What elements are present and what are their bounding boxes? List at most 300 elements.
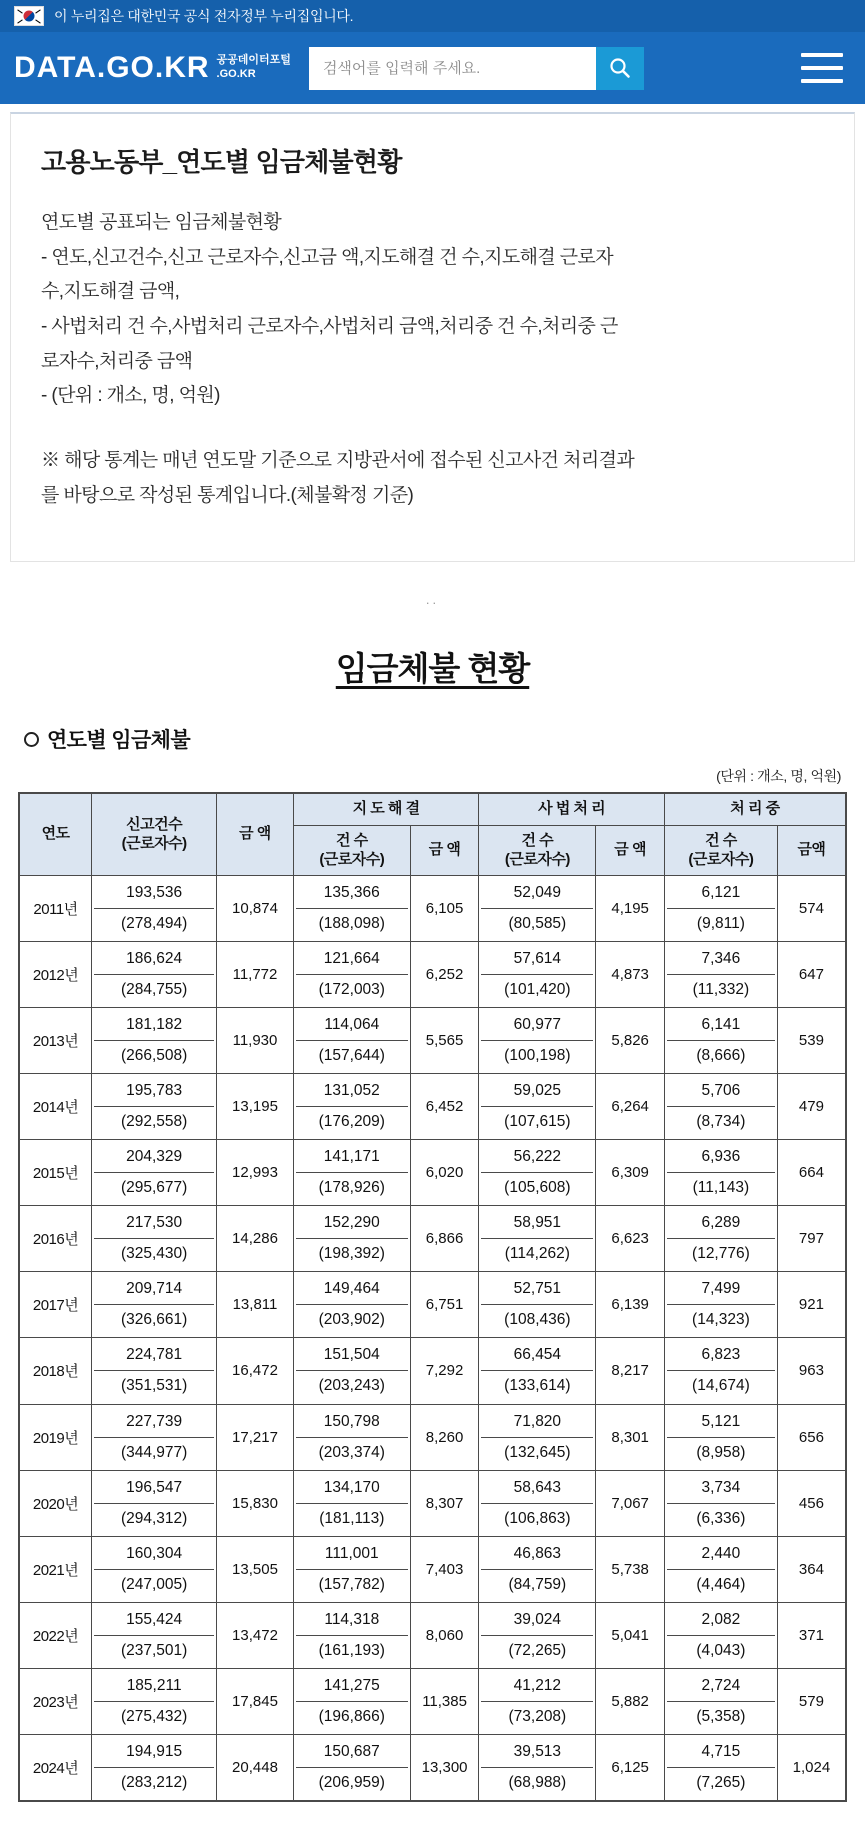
cell-reported-workers: (278,494)	[94, 908, 214, 939]
cell-judicial	[479, 876, 596, 942]
cell-guidance-amount: 6,252	[410, 942, 479, 1008]
cell-judicial-workers: (80,585)	[481, 908, 593, 939]
cell-processing-cases: 6,141	[701, 1016, 741, 1034]
cell-year: 2012년	[19, 942, 92, 1008]
th-reported	[92, 793, 217, 876]
cell-guidance-cases: 141,171	[323, 1148, 380, 1166]
description-line: - (단위 : 개소, 명, 억원)	[41, 385, 220, 407]
cell-processing-amount: 479	[777, 1074, 846, 1140]
cell-guidance-cases: 135,366	[323, 884, 380, 902]
cell-processing-cases: 6,936	[701, 1148, 741, 1166]
cell-processing	[664, 1338, 777, 1404]
cell-guidance-workers: (157,782)	[296, 1569, 408, 1600]
cell-judicial-cases: 41,212	[513, 1676, 562, 1694]
cell-guidance-amount: 6,751	[410, 1272, 479, 1338]
cell-judicial-workers: (133,614)	[481, 1370, 593, 1401]
cell-guidance-cases: 150,687	[323, 1742, 380, 1760]
th-cases-sub: (근로자수)	[688, 850, 754, 868]
cell-guidance-amount: 6,105	[410, 876, 479, 942]
cell-guidance-amount: 8,260	[410, 1404, 479, 1470]
logo-subtext-line1: 공공데이터포털	[216, 54, 291, 67]
cell-reported-workers: (275,432)	[94, 1701, 214, 1732]
cell-judicial-amount: 8,217	[596, 1338, 665, 1404]
table-row	[19, 1602, 846, 1668]
cell-processing	[664, 1536, 777, 1602]
cell-judicial-workers: (68,988)	[481, 1767, 593, 1798]
cell-reported-cases: 193,536	[126, 884, 183, 902]
search-button[interactable]	[596, 47, 644, 90]
cell-processing-cases: 6,289	[701, 1214, 741, 1232]
table-header-row-1	[19, 793, 846, 825]
cell-reported	[92, 1668, 217, 1734]
th-cases-main: 건 수	[335, 831, 368, 849]
cell-year: 2015년	[19, 1140, 92, 1206]
cell-guidance-amount: 5,565	[410, 1008, 479, 1074]
cell-processing-workers: (14,323)	[667, 1304, 775, 1335]
cell-guidance-cases: 114,064	[324, 1016, 380, 1034]
cell-year: 2017년	[19, 1272, 92, 1338]
th-guidance-amount: 금 액	[410, 825, 479, 876]
cell-guidance-amount: 8,060	[410, 1602, 479, 1668]
cell-judicial	[479, 1272, 596, 1338]
description-line: - 연도,신고건수,신고 근로자수,신고금 액,지도해결 건 수,지도해결 근로자	[41, 246, 614, 268]
cell-judicial-cases: 58,951	[513, 1214, 562, 1232]
cell-processing-cases: 5,121	[701, 1412, 741, 1430]
cell-judicial	[479, 1536, 596, 1602]
table-row	[19, 1536, 846, 1602]
cell-reported-amount: 17,845	[217, 1668, 294, 1734]
cell-processing	[664, 1668, 777, 1734]
cell-judicial-amount: 6,125	[596, 1734, 665, 1801]
th-cases-main: 건 수	[705, 831, 737, 849]
cell-judicial	[479, 942, 596, 1008]
cell-processing	[664, 1470, 777, 1536]
cell-processing-workers: (8,734)	[667, 1106, 775, 1137]
cell-reported-amount: 13,811	[217, 1272, 294, 1338]
cell-processing	[664, 1272, 777, 1338]
cell-processing-cases: 4,715	[701, 1742, 741, 1760]
cell-judicial-amount: 6,139	[596, 1272, 665, 1338]
cell-reported-amount: 16,472	[217, 1338, 294, 1404]
cell-guidance-workers: (172,003)	[296, 974, 408, 1005]
cell-guidance-amount: 6,452	[410, 1074, 479, 1140]
section-divider: ..	[425, 592, 440, 607]
search-bar[interactable]	[309, 47, 644, 90]
logo-text: DATA.GO.KR	[14, 51, 210, 84]
dataset-description-body	[41, 207, 824, 512]
cell-judicial-workers: (114,262)	[481, 1238, 593, 1269]
cell-processing-cases: 6,121	[701, 884, 741, 902]
logo-subtext	[217, 54, 291, 82]
cell-judicial-workers: (101,420)	[481, 974, 593, 1005]
cell-guidance	[293, 1668, 410, 1734]
cell-reported	[92, 1074, 217, 1140]
table-row	[19, 1272, 846, 1338]
cell-processing-amount: 963	[777, 1338, 846, 1404]
cell-judicial-amount: 6,309	[596, 1140, 665, 1206]
cell-processing-workers: (4,043)	[667, 1635, 775, 1666]
cell-judicial	[479, 1140, 596, 1206]
cell-judicial-cases: 46,863	[513, 1544, 562, 1562]
cell-judicial-cases: 60,977	[513, 1016, 562, 1034]
cell-guidance	[293, 1206, 410, 1272]
cell-processing-amount: 364	[777, 1536, 846, 1602]
cell-guidance	[293, 1734, 410, 1801]
cell-guidance	[293, 1008, 410, 1074]
cell-guidance-workers: (203,374)	[296, 1437, 408, 1468]
table-row	[19, 1404, 846, 1470]
cell-reported	[92, 1338, 217, 1404]
cell-processing-amount: 921	[777, 1272, 846, 1338]
cell-reported-workers: (326,661)	[94, 1304, 214, 1335]
cell-reported-workers: (247,005)	[94, 1569, 214, 1600]
cell-processing-workers: (7,265)	[667, 1767, 775, 1798]
logo-text-suffix: .GO.KR	[96, 51, 210, 84]
cell-judicial-amount: 4,195	[596, 876, 665, 942]
cell-reported-amount: 13,472	[217, 1602, 294, 1668]
cell-reported-cases: 155,424	[126, 1610, 183, 1628]
cell-reported	[92, 1470, 217, 1536]
cell-year: 2020년	[19, 1470, 92, 1536]
cell-reported-workers: (351,531)	[94, 1370, 214, 1401]
circle-bullet-icon	[24, 732, 39, 747]
th-guidance-cases	[293, 825, 410, 876]
cell-reported-cases: 195,783	[126, 1082, 183, 1100]
table-row	[19, 1206, 846, 1272]
cell-guidance-cases: 141,275	[323, 1676, 380, 1694]
cell-processing	[664, 1404, 777, 1470]
cell-guidance	[293, 876, 410, 942]
cell-reported	[92, 1206, 217, 1272]
cell-guidance-workers: (178,926)	[296, 1172, 408, 1203]
cell-reported-cases: 227,739	[126, 1412, 183, 1430]
cell-guidance-cases: 131,052	[323, 1082, 380, 1100]
description-note-line: 를 바탕으로 작성된 통계입니다.(체불확정 기준)	[41, 484, 414, 506]
cell-judicial	[479, 1206, 596, 1272]
th-reported-sub: (근로자수)	[121, 834, 187, 852]
cell-processing-workers: (8,666)	[667, 1040, 775, 1071]
cell-reported-amount: 14,286	[217, 1206, 294, 1272]
cell-processing	[664, 1602, 777, 1668]
cell-judicial-cases: 66,454	[513, 1346, 562, 1364]
cell-reported-amount: 13,505	[217, 1536, 294, 1602]
th-group-processing: 처 리 중	[664, 793, 846, 825]
table-row	[19, 1008, 846, 1074]
table-row	[19, 942, 846, 1008]
cell-guidance-cases: 114,318	[324, 1610, 380, 1628]
th-cases-sub: (근로자수)	[319, 850, 385, 868]
description-line: 연도별 공표되는 임금체불현황	[41, 212, 282, 233]
cell-processing-cases: 2,440	[701, 1544, 741, 1562]
cell-guidance-workers: (196,866)	[296, 1701, 408, 1732]
cell-reported-cases: 181,182	[126, 1016, 183, 1034]
cell-judicial-cases: 57,614	[513, 950, 562, 968]
cell-reported	[92, 1272, 217, 1338]
cell-year: 2018년	[19, 1338, 92, 1404]
cell-reported-cases: 224,781	[126, 1346, 183, 1364]
cell-year: 2019년	[19, 1404, 92, 1470]
th-cases-sub: (근로자수)	[504, 850, 570, 868]
cell-processing-amount: 1,024	[777, 1734, 846, 1801]
cell-reported	[92, 1602, 217, 1668]
cell-guidance	[293, 942, 410, 1008]
cell-processing-workers: (11,143)	[667, 1172, 775, 1203]
cell-guidance-workers: (203,902)	[296, 1304, 408, 1335]
cell-processing	[664, 1734, 777, 1801]
cell-judicial-amount: 5,041	[596, 1602, 665, 1668]
cell-reported-amount: 12,993	[217, 1140, 294, 1206]
cell-processing-workers: (6,336)	[667, 1503, 775, 1534]
cell-guidance-amount: 13,300	[410, 1734, 479, 1801]
cell-guidance-amount: 6,020	[410, 1140, 479, 1206]
cell-judicial-cases: 52,049	[513, 884, 562, 902]
table-row	[19, 1470, 846, 1536]
cell-processing-cases: 2,724	[701, 1676, 741, 1694]
cell-judicial-amount: 5,826	[596, 1008, 665, 1074]
cell-reported	[92, 1140, 217, 1206]
wage-arrears-table	[18, 792, 847, 1802]
th-processing-cases	[664, 825, 777, 876]
hamburger-menu-icon[interactable]	[801, 53, 843, 83]
cell-year: 2011년	[19, 876, 92, 942]
cell-judicial-amount: 8,301	[596, 1404, 665, 1470]
cell-processing-amount: 539	[777, 1008, 846, 1074]
cell-judicial-cases: 56,222	[513, 1148, 562, 1166]
cell-guidance-amount: 11,385	[410, 1668, 479, 1734]
th-reported-main: 신고건수	[126, 815, 183, 833]
page-title: 고용노동부_연도별 임금체불현황	[41, 147, 402, 177]
cell-guidance-cases: 134,170	[323, 1478, 380, 1496]
table-row	[19, 1734, 846, 1801]
cell-guidance	[293, 1074, 410, 1140]
cell-guidance-amount: 8,307	[410, 1470, 479, 1536]
cell-processing	[664, 1074, 777, 1140]
site-logo[interactable]	[14, 53, 291, 83]
cell-processing-workers: (5,358)	[667, 1701, 775, 1732]
cell-judicial-workers: (100,198)	[481, 1040, 593, 1071]
cell-processing-workers: (12,776)	[667, 1238, 775, 1269]
cell-judicial-workers: (108,436)	[481, 1304, 593, 1335]
cell-processing-cases: 5,706	[701, 1082, 741, 1100]
table-body	[19, 876, 846, 1801]
site-header	[0, 32, 865, 104]
cell-guidance-cases: 111,001	[324, 1544, 379, 1562]
cell-guidance-cases: 151,504	[323, 1346, 380, 1364]
cell-reported-amount: 11,772	[217, 942, 294, 1008]
cell-judicial-amount: 6,264	[596, 1074, 665, 1140]
cell-processing	[664, 942, 777, 1008]
report-subtitle	[24, 724, 847, 754]
table-row	[19, 876, 846, 942]
cell-processing-cases: 2,082	[701, 1610, 741, 1628]
report-section	[0, 643, 865, 1822]
cell-reported-amount: 11,930	[217, 1008, 294, 1074]
cell-guidance	[293, 1272, 410, 1338]
description-line: 수,지도해결 금액,	[41, 281, 180, 303]
cell-processing	[664, 1206, 777, 1272]
cell-reported-workers: (292,558)	[94, 1106, 214, 1137]
cell-reported-workers: (266,508)	[94, 1040, 214, 1071]
cell-judicial	[479, 1404, 596, 1470]
cell-reported-amount: 17,217	[217, 1404, 294, 1470]
cell-guidance-workers: (176,209)	[296, 1106, 408, 1137]
th-processing-amount: 금액	[777, 825, 846, 876]
cell-processing-amount: 647	[777, 942, 846, 1008]
cell-processing-amount: 656	[777, 1404, 846, 1470]
government-banner	[0, 0, 865, 32]
table-row	[19, 1074, 846, 1140]
cell-processing-workers: (11,332)	[667, 974, 775, 1005]
cell-reported-workers: (295,677)	[94, 1172, 214, 1203]
cell-judicial	[479, 1668, 596, 1734]
cell-processing	[664, 1140, 777, 1206]
cell-judicial-workers: (132,645)	[481, 1437, 593, 1468]
th-group-guidance: 지 도 해 결	[293, 793, 479, 825]
cell-guidance-workers: (181,113)	[296, 1503, 408, 1534]
dataset-description-card	[10, 112, 855, 562]
cell-guidance	[293, 1602, 410, 1668]
cell-processing-amount: 371	[777, 1602, 846, 1668]
cell-guidance-workers: (161,193)	[296, 1635, 408, 1666]
government-banner-text: 이 누리집은 대한민국 공식 전자정부 누리집입니다.	[54, 8, 354, 24]
cell-guidance-cases: 150,798	[323, 1412, 380, 1430]
cell-processing-amount: 574	[777, 876, 846, 942]
cell-guidance	[293, 1404, 410, 1470]
cell-reported-workers: (284,755)	[94, 974, 214, 1005]
cell-judicial	[479, 1074, 596, 1140]
cell-processing-amount: 579	[777, 1668, 846, 1734]
cell-guidance-amount: 6,866	[410, 1206, 479, 1272]
cell-reported-cases: 217,530	[126, 1214, 183, 1232]
cell-judicial-cases: 39,513	[513, 1742, 562, 1760]
cell-processing-workers: (9,811)	[667, 908, 775, 939]
cell-judicial-workers: (105,608)	[481, 1172, 593, 1203]
cell-guidance	[293, 1338, 410, 1404]
cell-judicial	[479, 1338, 596, 1404]
cell-reported-cases: 204,329	[126, 1148, 183, 1166]
description-line: - 사법처리 건 수,사법처리 근로자수,사법처리 금액,처리중 건 수,처리중 근	[41, 316, 618, 338]
unit-note: (단위 : 개소, 명, 억원)	[716, 768, 841, 784]
cell-guidance	[293, 1140, 410, 1206]
table-row	[19, 1338, 846, 1404]
cell-reported	[92, 942, 217, 1008]
korea-flag-icon	[14, 6, 44, 26]
cell-reported	[92, 1734, 217, 1801]
search-input[interactable]	[309, 47, 596, 90]
cell-year: 2014년	[19, 1074, 92, 1140]
th-judicial-cases	[479, 825, 596, 876]
cell-judicial-cases: 39,024	[513, 1610, 562, 1628]
cell-reported-workers: (237,501)	[94, 1635, 214, 1666]
th-judicial-amount: 금 액	[596, 825, 665, 876]
cell-year: 2016년	[19, 1206, 92, 1272]
cell-judicial-workers: (72,265)	[481, 1635, 593, 1666]
cell-processing-cases: 6,823	[701, 1346, 741, 1364]
cell-judicial	[479, 1734, 596, 1801]
cell-reported-amount: 13,195	[217, 1074, 294, 1140]
cell-processing-cases: 7,499	[701, 1280, 741, 1298]
cell-judicial-amount: 6,623	[596, 1206, 665, 1272]
th-reported-amount: 금 액	[217, 793, 294, 876]
cell-processing-amount: 456	[777, 1470, 846, 1536]
cell-reported-workers: (344,977)	[94, 1437, 214, 1468]
cell-reported-amount: 10,874	[217, 876, 294, 942]
cell-reported-cases: 186,624	[126, 950, 183, 968]
cell-judicial-workers: (107,615)	[481, 1106, 593, 1137]
cell-reported-workers: (294,312)	[94, 1503, 214, 1534]
cell-year: 2013년	[19, 1008, 92, 1074]
table-row	[19, 1140, 846, 1206]
cell-guidance-amount: 7,403	[410, 1536, 479, 1602]
cell-guidance-cases: 152,290	[323, 1214, 380, 1232]
cell-judicial-workers: (73,208)	[481, 1701, 593, 1732]
description-note-line: ※ 해당 통계는 매년 연도말 기준으로 지방관서에 접수된 신고사건 처리결과	[41, 450, 635, 472]
cell-processing-cases: 3,734	[701, 1478, 741, 1496]
cell-judicial-cases: 52,751	[513, 1280, 562, 1298]
cell-guidance-amount: 7,292	[410, 1338, 479, 1404]
cell-guidance	[293, 1470, 410, 1536]
cell-reported-amount: 20,448	[217, 1734, 294, 1801]
cell-judicial-amount: 5,738	[596, 1536, 665, 1602]
cell-guidance-workers: (203,243)	[296, 1370, 408, 1401]
cell-guidance-cases: 149,464	[323, 1280, 380, 1298]
cell-processing-cases: 7,346	[701, 950, 741, 968]
cell-reported-cases: 209,714	[126, 1280, 183, 1298]
cell-judicial-cases: 71,820	[513, 1412, 562, 1430]
cell-year: 2021년	[19, 1536, 92, 1602]
cell-guidance-workers: (157,644)	[296, 1040, 408, 1071]
search-icon	[608, 56, 632, 80]
th-cases-main: 건 수	[521, 831, 554, 849]
cell-judicial-amount: 7,067	[596, 1470, 665, 1536]
cell-processing-workers: (14,674)	[667, 1370, 775, 1401]
cell-processing-amount: 797	[777, 1206, 846, 1272]
table-row	[19, 1668, 846, 1734]
cell-judicial-cases: 59,025	[513, 1082, 562, 1100]
cell-judicial	[479, 1470, 596, 1536]
cell-guidance-workers: (206,959)	[296, 1767, 408, 1798]
report-title: 임금체불 현황	[335, 650, 530, 687]
cell-processing-amount: 664	[777, 1140, 846, 1206]
logo-subtext-line2: .GO.KR	[216, 68, 256, 80]
cell-reported-amount: 15,830	[217, 1470, 294, 1536]
cell-reported	[92, 1536, 217, 1602]
cell-year: 2024년	[19, 1734, 92, 1801]
description-line: 로자수,처리중 금액	[41, 350, 193, 372]
cell-guidance	[293, 1536, 410, 1602]
cell-guidance-workers: (198,392)	[296, 1238, 408, 1269]
cell-reported	[92, 1404, 217, 1470]
cell-processing	[664, 876, 777, 942]
cell-judicial-workers: (106,863)	[481, 1503, 593, 1534]
cell-reported-cases: 185,211	[126, 1676, 182, 1694]
cell-judicial-workers: (84,759)	[481, 1569, 593, 1600]
cell-reported-cases: 160,304	[126, 1544, 183, 1562]
cell-year: 2022년	[19, 1602, 92, 1668]
cell-judicial	[479, 1602, 596, 1668]
cell-reported-cases: 196,547	[126, 1478, 183, 1496]
cell-processing-workers: (4,464)	[667, 1569, 775, 1600]
cell-year: 2023년	[19, 1668, 92, 1734]
cell-processing	[664, 1008, 777, 1074]
cell-judicial	[479, 1008, 596, 1074]
cell-reported	[92, 876, 217, 942]
cell-reported-workers: (283,212)	[94, 1767, 214, 1798]
cell-guidance-workers: (188,098)	[296, 908, 408, 939]
cell-judicial-amount: 5,882	[596, 1668, 665, 1734]
th-group-judicial: 사 법 처 리	[479, 793, 665, 825]
cell-guidance-cases: 121,664	[323, 950, 380, 968]
